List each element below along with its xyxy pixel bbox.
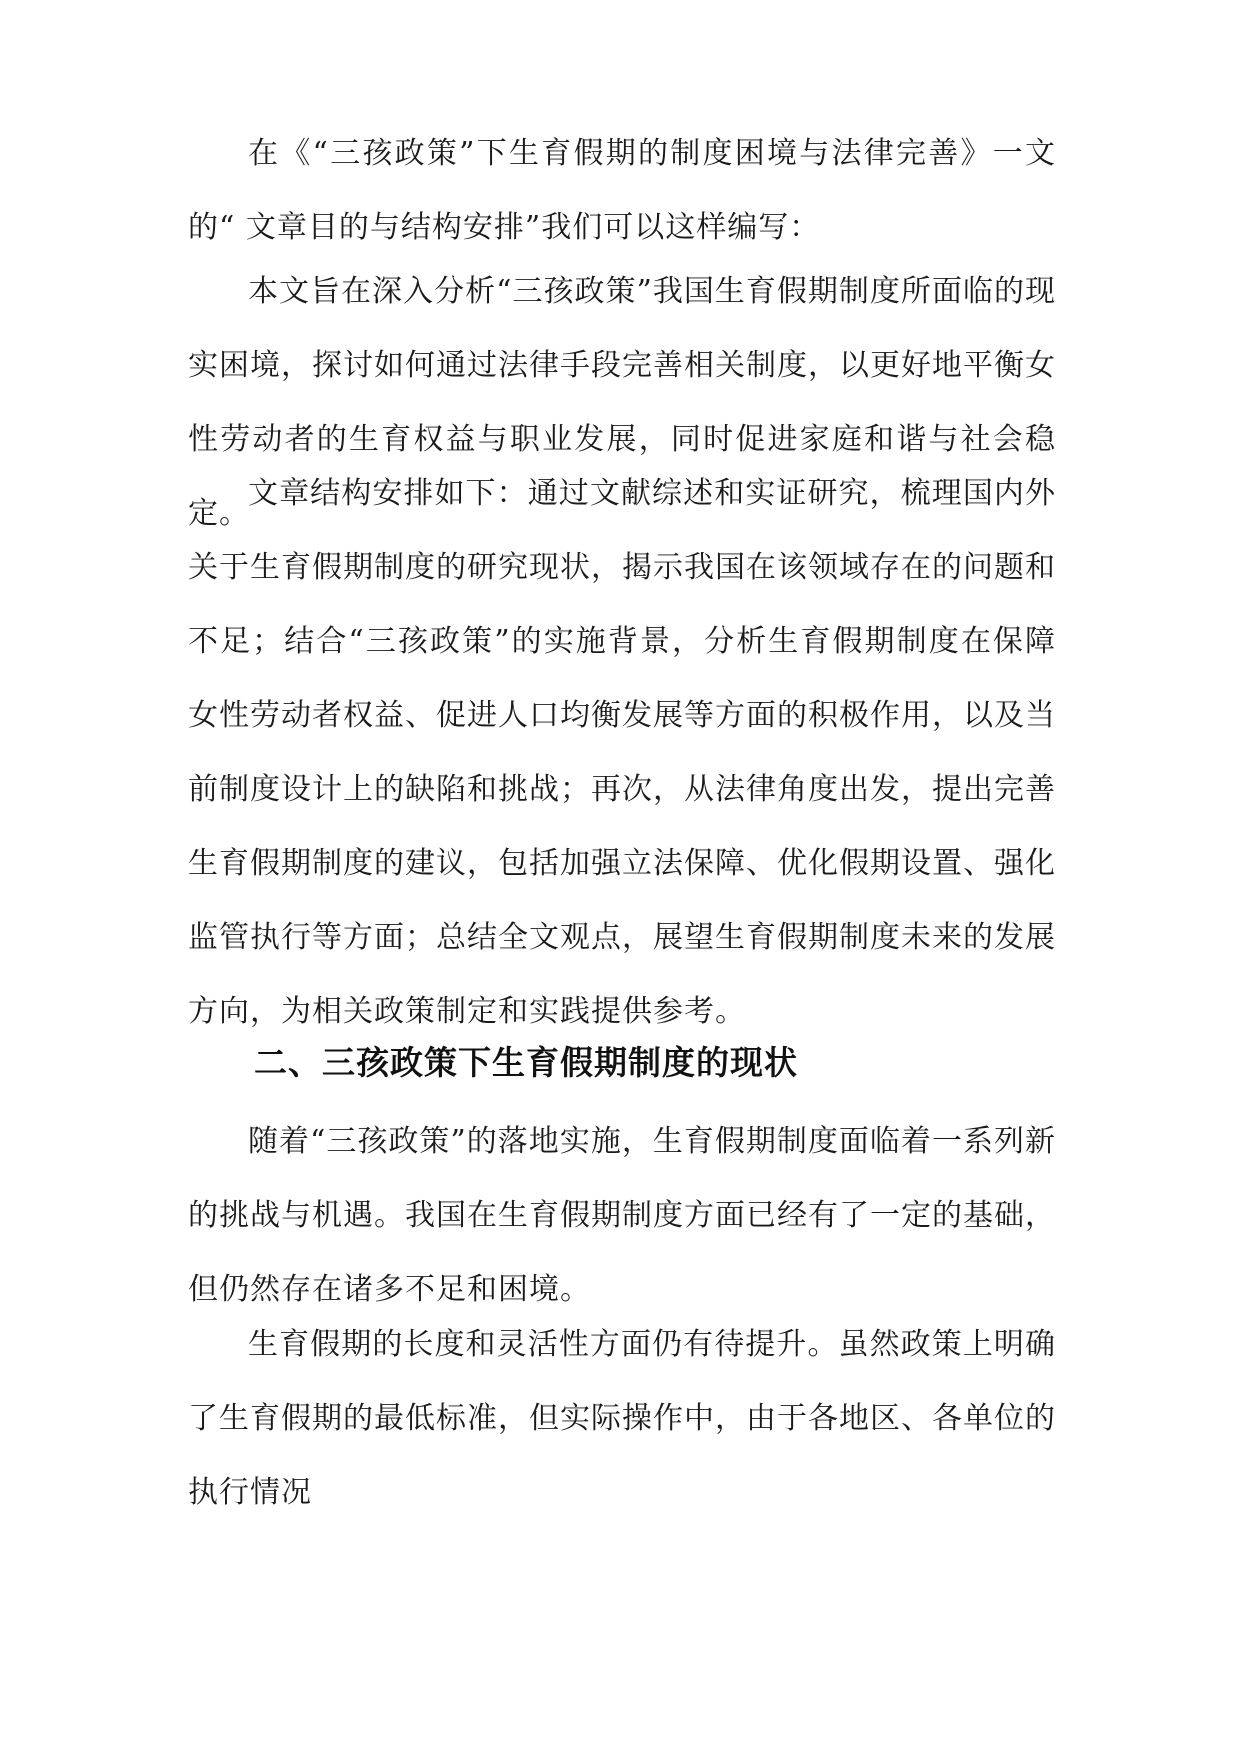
section-heading: 二、三孩政策下生育假期制度的现状 bbox=[254, 1043, 798, 1082]
leave-length-paragraph: 生育假期的长度和灵活性方面仍有待提升。虽然政策上明确了生育假期的最低标准，但实际操作中，由于各地区、各单位的执行情况 bbox=[188, 1327, 1056, 1510]
purpose-paragraph: 本文旨在深入分析“三孩政策”我国生育假期制度所面临的现实困境，探讨如何通过法律手段完善相关制度，以更好地平衡女性劳动者的生育权益与职业发展，同时促进家庭和谐与社会稳定。 bbox=[188, 274, 1056, 531]
intro-paragraph: 在《“三孩政策”下生育假期的制度困境与法律完善》一文的“ 文章目的与结构安排”我们可以这样编写： bbox=[188, 136, 1056, 245]
status-paragraph: 随着“三孩政策”的落地实施，生育假期制度面临着一系列新的挑战与机遇。我国在生育假期制度方面已经有了一定的基础，但仍然存在诸多不足和困境。 bbox=[188, 1124, 1056, 1307]
structure-paragraph: 文章结构安排如下：通过文献综述和实证研究，梳理国内外关于生育假期制度的研究现状，揭示我国在该领域存在的问题和不足；结合“三孩政策”的实施背景，分析生育假期制度在保障女性劳动者权益、促进人口均衡发展等方面的积极作用，以及当前制度设计上的缺陷和挑战；再次，从法律角度出发，提出完善生育假期制度的建议，包括加强立法保障、优化假期设置、强化监管执行等方面；总结全文观点，展望生育假期制度未来的发展方向，为相关政策制定和实践提供参考。 bbox=[188, 476, 1056, 1029]
